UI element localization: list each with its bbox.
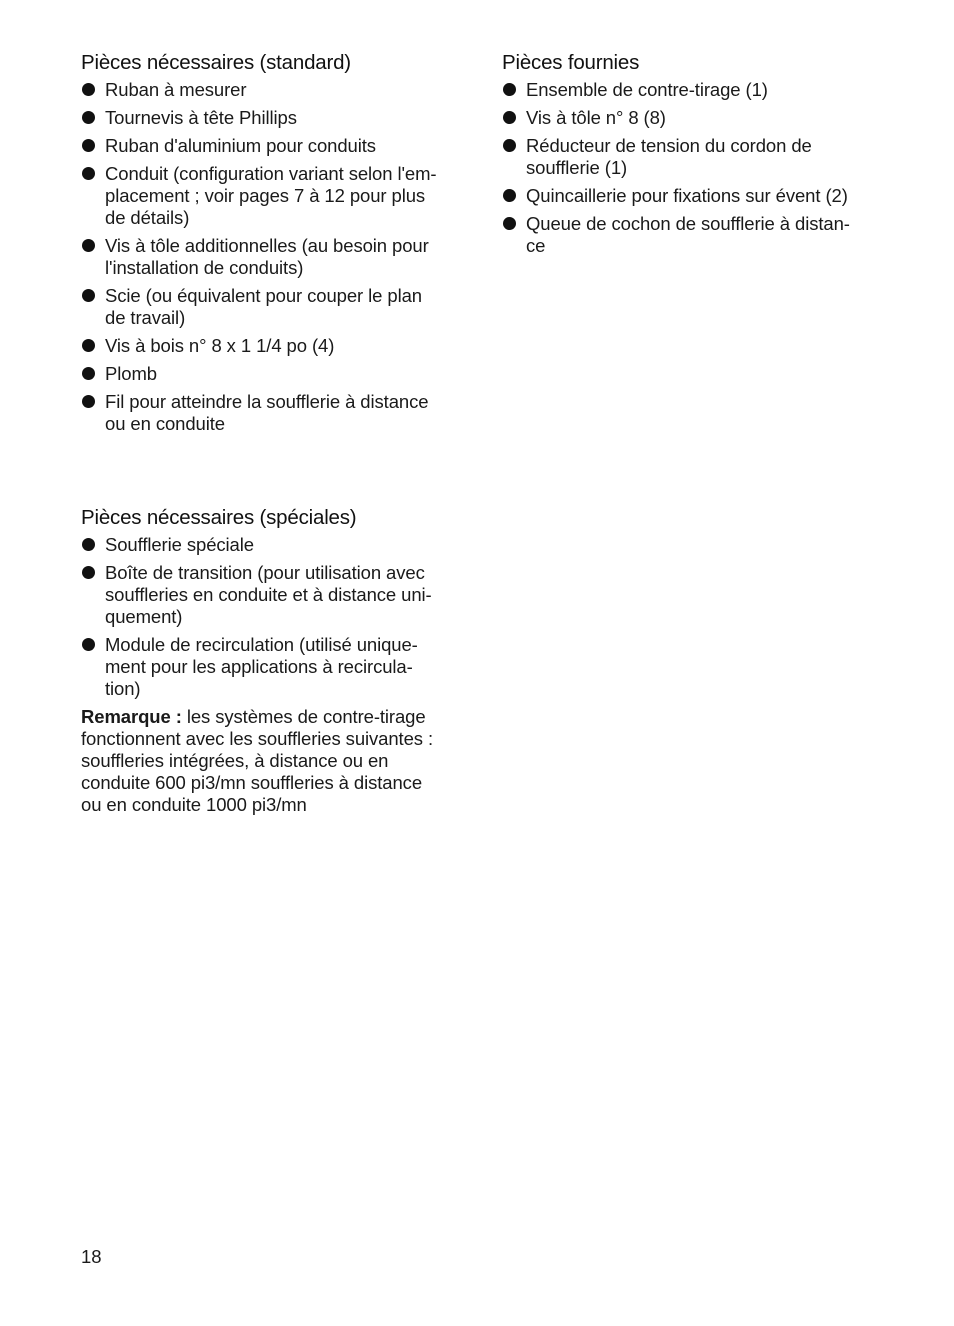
- list-item: Quincaillerie pour fixations sur évent (2): [502, 185, 882, 207]
- list-item: Soufflerie spéciale: [81, 534, 461, 556]
- list-item: Scie (ou équivalent pour couper le plan de travail): [81, 285, 461, 329]
- supplied-parts-section: [502, 51, 882, 263]
- bullet-icon: [503, 111, 516, 124]
- bullet-icon: [82, 638, 95, 651]
- list-item: Fil pour atteindre la soufflerie à distance ou en conduite: [81, 391, 461, 435]
- special-parts-section: [81, 506, 461, 835]
- bullet-icon: [82, 83, 95, 96]
- list-item: Vis à tôle n° 8 (8): [502, 107, 882, 129]
- list-item: Queue de cochon de soufflerie à distan- ce: [502, 213, 882, 257]
- bullet-icon: [82, 367, 95, 380]
- bullet-icon: [82, 395, 95, 408]
- list-item: Ruban d'aluminium pour conduits: [81, 135, 461, 157]
- list-item: Vis à bois n° 8 x 1 1/4 po (4): [81, 335, 461, 357]
- list-item: Ensemble de contre-tirage (1): [502, 79, 882, 101]
- supplied-parts-list: [502, 79, 882, 257]
- standard-parts-section: [81, 51, 461, 441]
- supplied-parts-heading: Pièces fournies: [502, 51, 640, 74]
- bullet-icon: [82, 289, 95, 302]
- bullet-icon: [503, 189, 516, 202]
- list-item: Plomb: [81, 363, 461, 385]
- page-number: 18: [81, 1246, 102, 1267]
- bullet-icon: [82, 139, 95, 152]
- note-label: Remarque :: [81, 706, 182, 727]
- standard-parts-heading: Pièces nécessaires (standard): [81, 51, 351, 74]
- list-item: Vis à tôle additionnelles (au besoin pour l'installation de conduits): [81, 235, 461, 279]
- note-paragraph: [81, 706, 461, 816]
- bullet-icon: [82, 111, 95, 124]
- bullet-icon: [503, 139, 516, 152]
- list-item: Tournevis à tête Phillips: [81, 107, 461, 129]
- bullet-icon: [82, 239, 95, 252]
- list-item: Boîte de transition (pour utilisation avec souffleries en conduite et à distance uni- quement): [81, 562, 461, 628]
- list-item: Ruban à mesurer: [81, 79, 461, 101]
- bullet-icon: [503, 217, 516, 230]
- bullet-icon: [503, 83, 516, 96]
- special-parts-list: [81, 534, 461, 700]
- list-item: Réducteur de tension du cordon de soufflerie (1): [502, 135, 882, 179]
- bullet-icon: [82, 566, 95, 579]
- list-item: Module de recirculation (utilisé unique- ment pour les applications à recircula- tion): [81, 634, 461, 700]
- list-item: Conduit (configuration variant selon l'em- placement ; voir pages 7 à 12 pour plus de détails): [81, 163, 461, 229]
- standard-parts-list: [81, 79, 461, 435]
- bullet-icon: [82, 339, 95, 352]
- note-text: les systèmes de contre-tirage fonctionnent avec les souffleries suivantes : souffleries intégrées, à distance ou en conduite 600 pi3/mn souffleries à distance ou en conduite 1000 pi3/mn: [81, 706, 434, 815]
- bullet-icon: [82, 538, 95, 551]
- special-parts-heading: Pièces nécessaires (spéciales): [81, 506, 357, 529]
- bullet-icon: [82, 167, 95, 180]
